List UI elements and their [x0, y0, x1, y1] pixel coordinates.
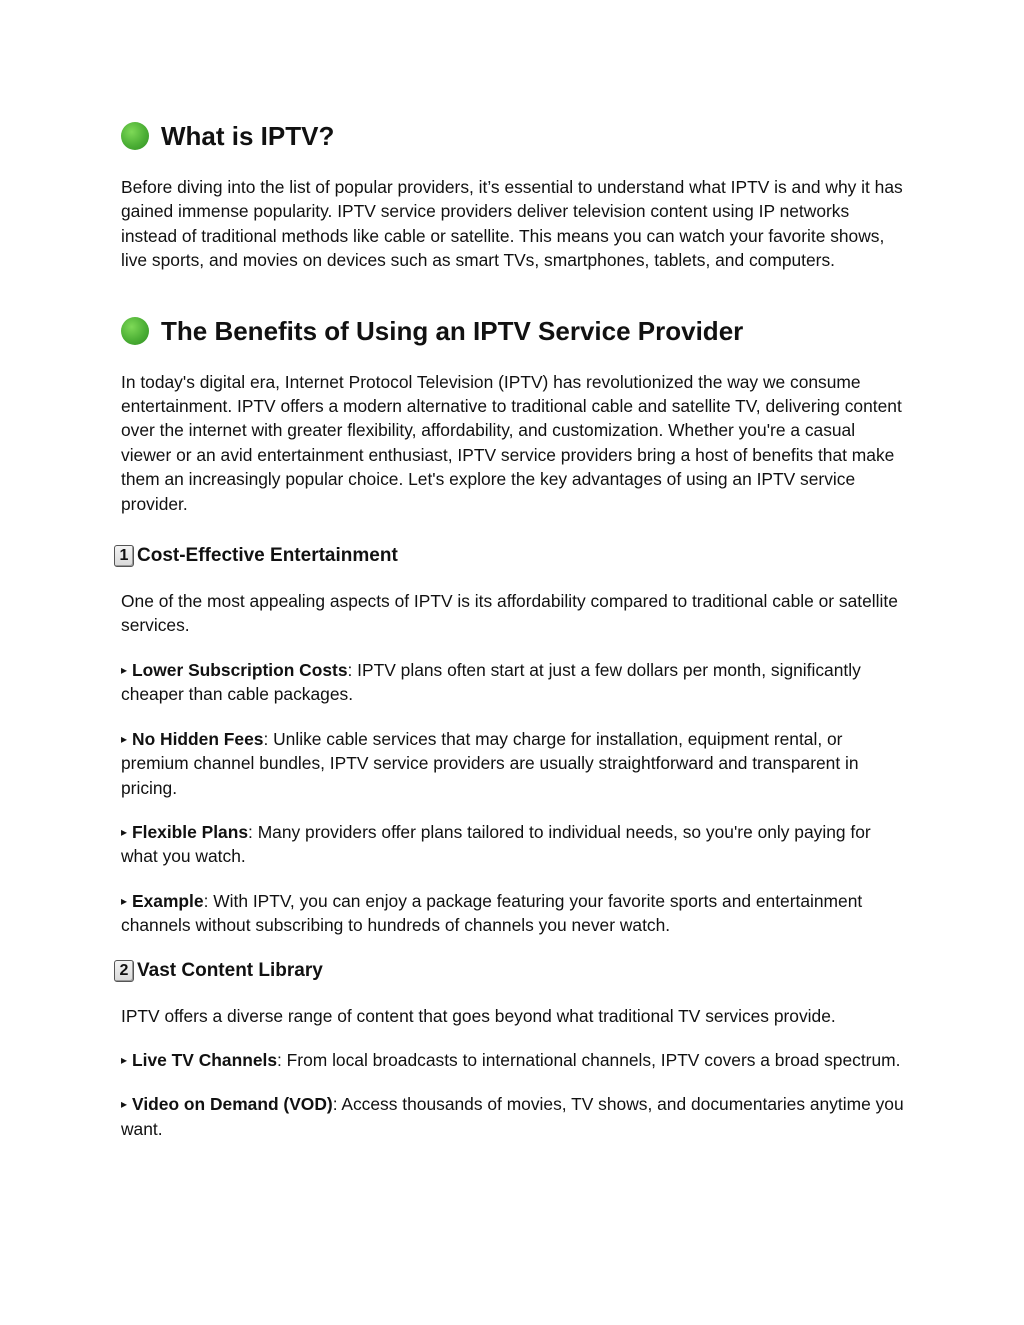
- paragraph-benefits-intro: In today's digital era, Internet Protocol Television (IPTV) has revolutionized the way we consume entertainment. IPTV offers a modern alternative to traditional cable and satellite TV, delivering content over the internet with greater flexibility, affordability, and customization. Whether you're a casual viewer or an avid entertainment enthusiast, IPTV service providers bring a host of benefits that make them an increasingly popular choice. Let's explore the key advantages of using an IPTV service provider.: [121, 371, 902, 514]
- paragraph-cost-intro: One of the most appealing aspects of IPTV is its affordability compared to traditional cable or satellite services.: [121, 591, 898, 636]
- section-heading-what-is-iptv: [121, 118, 906, 154]
- section-heading-benefits: [121, 313, 906, 349]
- triangle-bullet-icon: ▸: [121, 731, 128, 746]
- paragraph-content-intro: IPTV offers a diverse range of content that goes beyond what traditional TV services provide.: [121, 1005, 836, 1026]
- bullet-term: No Hidden Fees: [132, 728, 264, 749]
- keycap-one-icon: 1: [114, 545, 134, 567]
- triangle-bullet-icon: ▸: [121, 1052, 128, 1067]
- heading-text: What is IPTV?: [161, 121, 335, 151]
- bullet-text: : From local broadcasts to international channels, IPTV covers a broad spectrum.: [277, 1049, 901, 1070]
- triangle-bullet-icon: ▸: [121, 824, 128, 839]
- green-circle-icon: [121, 122, 149, 150]
- subheading-vast-content: [114, 958, 906, 984]
- green-circle-icon: [121, 317, 149, 345]
- bullet-text: : Unlike cable services that may charge for installation, equipment rental, or premium channel bundles, IPTV service providers are usually straightforward and transparent in pricing.: [121, 728, 859, 798]
- bullet-term: Lower Subscription Costs: [132, 659, 348, 680]
- bullet-text: : IPTV plans often start at just a few dollars per month, significantly cheaper than cable packages.: [121, 659, 861, 705]
- list-item: [121, 727, 906, 800]
- bullet-term: Flexible Plans: [132, 821, 249, 842]
- triangle-bullet-icon: ▸: [121, 1097, 128, 1112]
- subheading-cost-effective: [114, 543, 906, 569]
- list-item: [121, 1092, 906, 1141]
- heading-text: The Benefits of Using an IPTV Service Provider: [161, 315, 744, 346]
- list-item: [121, 658, 906, 707]
- triangle-bullet-icon: ▸: [121, 662, 128, 677]
- bullet-text: : Access thousands of movies, TV shows, and documentaries anytime you want.: [121, 1094, 904, 1139]
- subheading-text: Vast Content Library: [137, 959, 323, 981]
- keycap-two-icon: 2: [114, 960, 134, 982]
- bullet-term: Example: [132, 890, 204, 911]
- subheading-text: Cost-Effective Entertainment: [137, 545, 398, 567]
- list-item: [121, 1048, 906, 1072]
- list-item: [121, 820, 906, 869]
- bullet-term: Live TV Channels: [132, 1049, 277, 1070]
- paragraph-what-is-iptv: Before diving into the list of popular providers, it’s essential to understand what IPTV is and why it has gained immense popularity. IPTV service providers deliver television content using IP networks instead of traditional methods like cable or satellite. This means you can watch your favorite shows, live sports, and movies on devices such as smart TVs, smartphones, tablets, and computers.: [121, 177, 903, 271]
- bullet-text: : With IPTV, you can enjoy a package featuring your favorite sports and entertainment channels without subscribing to hundreds of channels you never watch.: [121, 890, 863, 936]
- list-item: [121, 889, 906, 938]
- bullet-term: Video on Demand (VOD): [132, 1094, 333, 1115]
- bullet-text: : Many providers offer plans tailored to individual needs, so you're only paying for what you watch.: [121, 821, 871, 867]
- document-page: [121, 118, 906, 1141]
- triangle-bullet-icon: ▸: [121, 893, 128, 908]
